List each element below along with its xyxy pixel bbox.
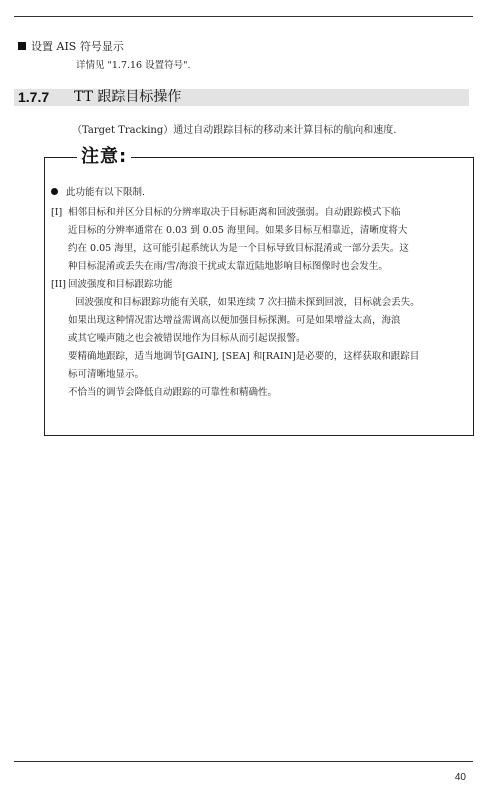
top-rule: [14, 16, 473, 17]
section-number: 1.7.7: [18, 89, 50, 105]
square-bullet-icon: [18, 42, 26, 50]
item2-line: 不恰当的调节会降低自动跟踪的可靠性和精确性。: [68, 387, 278, 398]
item2-marker: [II]: [51, 279, 66, 290]
item2-line: 如果出现这种情况雷达增益需调高以便加强目标探测。可是如果增益太高，海浪: [68, 315, 401, 326]
note-title: 注意:: [77, 144, 131, 170]
item2-line: 标可清晰地显示。: [68, 369, 145, 380]
item1-marker: [I]: [51, 207, 63, 218]
item1-line: 相邻目标和并区分目标的分辨率取决于目标距离和回波强弱。自动跟踪模式下临: [68, 207, 401, 218]
section-title: TT 跟踪目标操作: [74, 89, 182, 105]
item2-line: 回波强度和目标跟踪功能有关联，如果连续 7 次扫描未探到回波，目标就会丢失。: [75, 297, 420, 308]
item2-heading: 回波强度和目标跟踪功能: [68, 279, 173, 290]
ais-setting-heading: [18, 38, 124, 54]
ais-setting-title: 设置 AIS 符号显示: [31, 40, 124, 53]
page-number: 40: [454, 772, 466, 783]
item2-line: 要精确地跟踪，适当地调节[GAIN], [SEA] 和[RAIN]是必要的，这样获取和跟踪目: [68, 351, 420, 362]
ais-setting-reference: 详情见 "1.7.16 设置符号".: [76, 60, 191, 71]
note-box: [44, 146, 474, 436]
note-bullet-text: 此功能有以下限制.: [66, 187, 146, 198]
item1-line: 约在 0.05 海里，这可能引起系统认为是一个目标导致目标混淆或一部分丢失。这: [68, 243, 409, 254]
item1-line: 近目标的分辨率通常在 0.03 到 0.05 海里间。如果多目标互相靠近，清晰度将大: [68, 225, 408, 236]
item2-line: 或其它噪声随之也会被错误地作为目标从而引起误报警。: [68, 333, 306, 344]
bullet-dot-icon: [51, 188, 58, 195]
bottom-rule: [14, 761, 473, 762]
item1-line: 种目标混淆或丢失在雨/雪/海浪干扰或太靠近陆地影响目标图像时也会发生。: [68, 261, 388, 272]
section-intro: （Target Tracking）通过自动跟踪目标的移动来计算目标的航向和速度.: [72, 125, 397, 136]
note-bullet-line: [51, 186, 145, 200]
section-header: [14, 89, 469, 106]
